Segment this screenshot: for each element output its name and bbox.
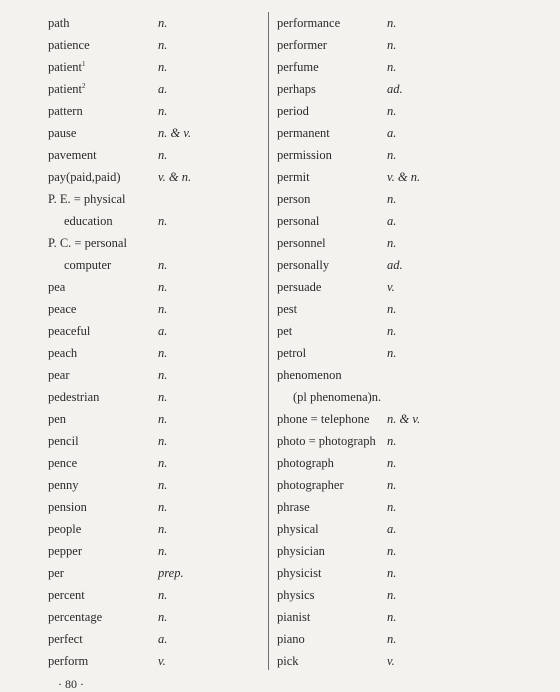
word-entry xyxy=(277,342,517,364)
headword-text: pest xyxy=(277,302,298,316)
word-entry xyxy=(48,188,263,210)
headword-text: personal xyxy=(277,214,320,228)
part-of-speech: n. xyxy=(158,214,168,228)
part-of-speech: n. xyxy=(158,346,168,360)
word-entry xyxy=(277,12,517,34)
headword-text: peace xyxy=(48,302,77,316)
headword-text: patient xyxy=(48,60,83,74)
headword xyxy=(277,540,325,562)
headword xyxy=(48,100,83,122)
headword xyxy=(48,144,97,166)
word-entry xyxy=(48,452,263,474)
word-entry xyxy=(277,320,517,342)
headword-text: piano xyxy=(277,632,305,646)
part-of-speech: n. xyxy=(387,632,397,646)
headword-text: performance xyxy=(277,16,341,30)
word-entry xyxy=(277,408,517,430)
word-entry xyxy=(48,364,263,386)
word-entry xyxy=(48,496,263,518)
headword xyxy=(48,430,79,452)
headword-text: physician xyxy=(277,544,325,558)
headword-text: pen xyxy=(48,412,67,426)
headword xyxy=(48,452,77,474)
part-of-speech: n. xyxy=(387,324,397,338)
headword xyxy=(48,628,83,650)
headword-text: pet xyxy=(277,324,293,338)
part-of-speech: n. xyxy=(387,192,397,206)
word-entry xyxy=(48,34,263,56)
headword-text: permission xyxy=(277,148,332,162)
part-of-speech: n. xyxy=(387,566,397,580)
word-entry xyxy=(277,518,517,540)
headword xyxy=(277,562,321,584)
part-of-speech: n. xyxy=(158,38,168,52)
part-of-speech: n. xyxy=(387,16,397,30)
part-of-speech: n. xyxy=(387,302,397,316)
headword xyxy=(277,166,310,188)
headword xyxy=(277,34,327,56)
headword-text: P. E. = physical xyxy=(48,192,126,206)
part-of-speech: n. xyxy=(158,280,168,294)
headword-text: photo = photograph xyxy=(277,434,376,448)
word-entry xyxy=(277,100,517,122)
homonym-number: 1 xyxy=(82,59,86,68)
headword-text: persuade xyxy=(277,280,322,294)
headword-text: peaceful xyxy=(48,324,91,338)
headword xyxy=(48,56,86,78)
word-entry xyxy=(48,12,263,34)
part-of-speech: n. xyxy=(158,478,168,492)
word-entry xyxy=(277,430,517,452)
headword-text: patient xyxy=(48,82,83,96)
part-of-speech: v. xyxy=(387,654,395,668)
part-of-speech: n. xyxy=(158,148,168,162)
headword-text: phrase xyxy=(277,500,310,514)
word-entry xyxy=(277,628,517,650)
part-of-speech: v. & n. xyxy=(387,170,421,184)
part-of-speech: n. & v. xyxy=(387,412,421,426)
headword xyxy=(277,364,342,386)
left-word-column xyxy=(48,12,263,672)
headword-text: per xyxy=(48,566,64,580)
part-of-speech: n. xyxy=(387,236,397,250)
word-entry xyxy=(277,364,517,386)
headword-text: phenomenon xyxy=(277,368,342,382)
headword-text: P. C. = personal xyxy=(48,236,127,250)
headword xyxy=(64,210,113,232)
part-of-speech: n. xyxy=(158,500,168,514)
headword xyxy=(48,276,65,298)
part-of-speech: n. xyxy=(387,544,397,558)
word-entry xyxy=(277,144,517,166)
headword-text: perfect xyxy=(48,632,83,646)
word-entry xyxy=(48,298,263,320)
part-of-speech: n. xyxy=(387,500,397,514)
headword-text: personnel xyxy=(277,236,326,250)
part-of-speech: n. xyxy=(158,456,168,470)
part-of-speech: a. xyxy=(158,82,168,96)
headword xyxy=(48,408,66,430)
headword-text: percentage xyxy=(48,610,103,624)
word-entry xyxy=(48,122,263,144)
part-of-speech: n. xyxy=(387,104,397,118)
word-entry xyxy=(48,342,263,364)
part-of-speech: v. xyxy=(158,654,166,668)
headword xyxy=(277,12,340,34)
headword-text: person xyxy=(277,192,311,206)
headword xyxy=(277,320,292,342)
headword-text: physics xyxy=(277,588,315,602)
headword xyxy=(277,452,334,474)
part-of-speech: ad. xyxy=(387,82,403,96)
headword xyxy=(48,474,79,496)
part-of-speech: a. xyxy=(387,126,397,140)
headword-text: photograph xyxy=(277,456,334,470)
headword xyxy=(277,56,319,78)
part-of-speech: n. xyxy=(387,38,397,52)
headword xyxy=(277,122,330,144)
headword-text: period xyxy=(277,104,309,118)
word-entry xyxy=(48,540,263,562)
headword-text: phone = telephone xyxy=(277,412,370,426)
part-of-speech: n. xyxy=(158,588,168,602)
headword-text: pattern xyxy=(48,104,83,118)
headword xyxy=(48,386,99,408)
headword xyxy=(48,540,82,562)
word-entry xyxy=(48,628,263,650)
headword-text: peach xyxy=(48,346,78,360)
word-entry xyxy=(277,56,517,78)
headword xyxy=(293,386,381,408)
word-entry xyxy=(277,276,517,298)
headword xyxy=(277,496,310,518)
headword-text: pavement xyxy=(48,148,97,162)
headword-text: pause xyxy=(48,126,77,140)
headword xyxy=(48,496,87,518)
part-of-speech: n. xyxy=(158,60,168,74)
word-entry xyxy=(277,122,517,144)
headword xyxy=(48,518,81,540)
word-entry xyxy=(277,232,517,254)
headword xyxy=(48,298,76,320)
headword xyxy=(48,320,90,342)
headword-text: perfume xyxy=(277,60,319,74)
headword xyxy=(48,650,88,672)
part-of-speech: n. xyxy=(158,104,168,118)
word-entry xyxy=(277,562,517,584)
headword-text: penny xyxy=(48,478,79,492)
word-entry xyxy=(277,298,517,320)
part-of-speech: n. xyxy=(158,390,168,404)
page-number: · 80 · xyxy=(58,677,84,691)
headword-text: percent xyxy=(48,588,85,602)
word-entry xyxy=(48,584,263,606)
headword xyxy=(277,430,376,452)
right-word-column xyxy=(277,12,517,672)
headword-text: physicist xyxy=(277,566,322,580)
headword xyxy=(277,78,316,100)
part-of-speech: n. xyxy=(158,258,168,272)
headword xyxy=(277,584,315,606)
part-of-speech: n. & v. xyxy=(158,126,192,140)
part-of-speech: a. xyxy=(387,214,397,228)
word-entry xyxy=(48,650,263,672)
headword xyxy=(277,188,310,210)
headword-text: pepper xyxy=(48,544,83,558)
headword xyxy=(277,650,299,672)
part-of-speech: n. xyxy=(158,522,168,536)
part-of-speech: n. xyxy=(158,544,168,558)
word-entry xyxy=(48,276,263,298)
headword xyxy=(48,188,126,210)
word-entry xyxy=(277,650,517,672)
word-entry xyxy=(277,166,517,188)
word-entry xyxy=(277,34,517,56)
headword xyxy=(277,474,344,496)
word-entry xyxy=(48,320,263,342)
headword-text: pay(paid,paid) xyxy=(48,170,121,184)
word-entry xyxy=(48,474,263,496)
headword-text: physical xyxy=(277,522,319,536)
word-entry xyxy=(48,430,263,452)
part-of-speech: ad. xyxy=(387,258,403,272)
headword-text: (pl phenomena)n. xyxy=(293,390,382,404)
word-entry xyxy=(277,210,517,232)
headword xyxy=(48,122,76,144)
headword-text: patience xyxy=(48,38,90,52)
headword-text: pence xyxy=(48,456,78,470)
part-of-speech: n. xyxy=(387,456,397,470)
word-entry xyxy=(277,452,517,474)
word-entry xyxy=(48,166,263,188)
homonym-number: 2 xyxy=(82,81,86,90)
part-of-speech: n. xyxy=(387,610,397,624)
part-of-speech: n. xyxy=(387,346,397,360)
part-of-speech: n. xyxy=(158,610,168,624)
part-of-speech: a. xyxy=(387,522,397,536)
word-entry xyxy=(48,254,263,276)
headword xyxy=(277,232,326,254)
headword-text: pencil xyxy=(48,434,79,448)
headword xyxy=(48,78,86,100)
part-of-speech: prep. xyxy=(158,566,184,580)
headword-text: petrol xyxy=(277,346,307,360)
word-entry xyxy=(277,606,517,628)
part-of-speech: n. xyxy=(158,302,168,316)
word-entry xyxy=(277,78,517,100)
word-entry xyxy=(48,518,263,540)
part-of-speech: a. xyxy=(158,324,168,338)
headword-text: path xyxy=(48,16,70,30)
headword xyxy=(48,606,102,628)
column-divider xyxy=(268,12,269,670)
word-entry xyxy=(277,540,517,562)
headword-text: permanent xyxy=(277,126,330,140)
headword-text: pension xyxy=(48,500,87,514)
headword-text: education xyxy=(64,214,113,228)
headword-text: pedestrian xyxy=(48,390,100,404)
word-entry xyxy=(48,562,263,584)
word-entry xyxy=(277,496,517,518)
headword xyxy=(277,606,310,628)
word-entry xyxy=(277,386,517,408)
headword xyxy=(277,144,332,166)
part-of-speech: n. xyxy=(158,16,168,30)
headword xyxy=(277,276,321,298)
headword xyxy=(48,232,127,254)
headword xyxy=(277,628,305,650)
headword xyxy=(277,254,329,276)
word-entry xyxy=(48,100,263,122)
word-entry xyxy=(48,408,263,430)
headword xyxy=(277,210,319,232)
part-of-speech: n. xyxy=(158,434,168,448)
headword-text: pear xyxy=(48,368,70,382)
headword-text: permit xyxy=(277,170,310,184)
headword xyxy=(48,34,90,56)
part-of-speech: n. xyxy=(387,148,397,162)
part-of-speech: v. & n. xyxy=(158,170,192,184)
headword xyxy=(48,584,85,606)
headword xyxy=(277,100,309,122)
headword xyxy=(48,364,70,386)
headword-text: pea xyxy=(48,280,66,294)
part-of-speech: n. xyxy=(158,412,168,426)
headword xyxy=(277,408,369,430)
part-of-speech: n. xyxy=(387,588,397,602)
headword-text: photographer xyxy=(277,478,344,492)
word-entry xyxy=(48,144,263,166)
word-entry xyxy=(277,254,517,276)
headword xyxy=(64,254,111,276)
word-entry xyxy=(48,606,263,628)
part-of-speech: v. xyxy=(387,280,395,294)
part-of-speech: n. xyxy=(158,368,168,382)
headword-text: pick xyxy=(277,654,299,668)
headword xyxy=(277,518,319,540)
part-of-speech: n. xyxy=(387,478,397,492)
headword-text: personally xyxy=(277,258,330,272)
part-of-speech: n. xyxy=(387,60,397,74)
headword-text: perform xyxy=(48,654,89,668)
word-entry xyxy=(277,188,517,210)
word-entry xyxy=(277,474,517,496)
headword-text: pianist xyxy=(277,610,311,624)
headword-text: computer xyxy=(64,258,112,272)
headword-text: perhaps xyxy=(277,82,316,96)
headword-text: performer xyxy=(277,38,327,52)
part-of-speech: n. xyxy=(387,434,397,448)
headword xyxy=(48,12,70,34)
headword-text: people xyxy=(48,522,82,536)
word-entry xyxy=(48,210,263,232)
word-entry xyxy=(48,56,263,78)
headword xyxy=(277,298,297,320)
headword xyxy=(48,562,64,584)
headword xyxy=(277,342,306,364)
word-entry xyxy=(277,584,517,606)
word-entry xyxy=(48,78,263,100)
headword xyxy=(48,166,121,188)
word-entry xyxy=(48,386,263,408)
word-entry xyxy=(48,232,263,254)
headword xyxy=(48,342,77,364)
part-of-speech: a. xyxy=(158,632,168,646)
